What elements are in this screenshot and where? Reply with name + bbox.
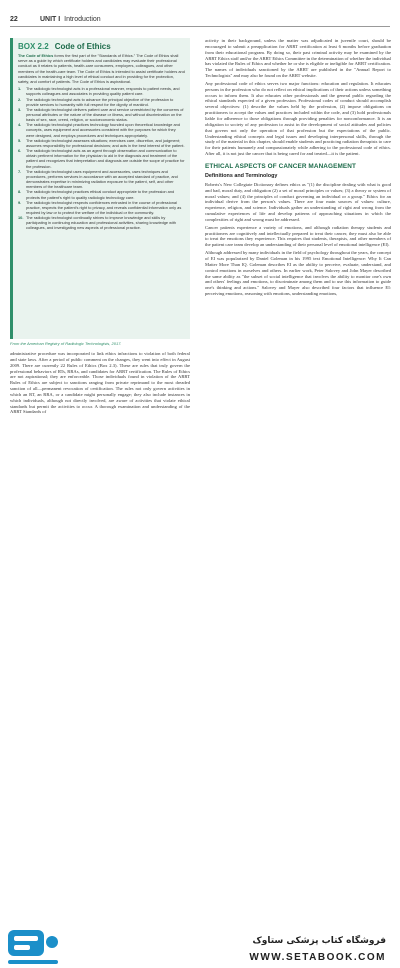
paragraph-code-functions: Any professional code of ethics serves two major functions: education and regulation. It educates persons in the profession who do not reflect on ethical implications of their actions unless something occurs to inform them. It also educates other professionals and the general public regarding the ethical standards expected of a given profession. Professional codes of conduct should accomplish several objectives: (1) describe the values held by the profession, (2) impose obligations on practitioners to accept the values and practices included within the code, and (3) hold professionals liable for adherence to those obligations through providing penalties for nonconformance. It is an obligation to society of any profession to assist in the development of social attitudes and policies that govern not only the operation of that profession but the expectations of the public. Understanding ethical concepts and legal issues and developing interpersonal skills, through the study of the material in this chapter, should enable students and practicing radiation therapists to care for their patients humanely and compassionately while adhering to the professional code of ethics. After all, it is not just the cancer that is being cared for and treated—it is the patient. [205,80,391,157]
principle-number: 7. [18,168,22,174]
header-rule [10,26,390,27]
left-body-text: administrative procedure was incorporated to link ethics infractions to violation of both federal and state laws. After a period of public comment on the changes, they went into effect in August 2009. There are currently 22 Rules of Ethics (Box 2.3). These are rules that truly govern the professional behaviors of RTs, RRAs, and candidates for ARRT certification. The Rules of Ethics are not aspirational; they are enforceable. Those individuals found in violation of the ARRT Rules of Ethics are subject to sanctions ranging from private reprimand to the most dreaded sanction of all—permanent revocation of certification. The rules not only govern activities in which an RT, an RRA, or a candidate might personally engage; they also include instances in which individuals, although not directly involved, are aware of activities that violate ethical standards but permit the activities to occur. A thorough examination and understanding of the ARRT Standards of [10,351,190,415]
principle-text: The radiologic technologist continually strives to improve knowledge and skills by participating in continuing education and professional activities, sharing knowledge with colleagues, and investigating new aspects of professional practice. [26,215,177,231]
principle-item [18,200,185,215]
principle-item [18,107,185,122]
principle-number: 9. [18,199,22,205]
principle-number: 10. [18,215,24,221]
unit-label: UNIT I [40,16,61,23]
principle-number: 2. [18,96,22,102]
principle-text: The radiologic technologist acts to advance the principal objective of the profession to provide services to humanity with full respect for the dignity of mankind. [26,96,174,107]
box-intro-bold: The Code of Ethics [18,53,54,58]
box-title: Code of Ethics [54,42,111,51]
principle-number: 4. [18,122,22,128]
box-intro-text: forms the first part of the "Standards of Ethics." The Code of Ethics shall serve as a guide by which certificate holders and candidates may evaluate their professional conduct as it relates to patients, health-care consumers, employers, colleagues, and other members of the health-care team. The Code of Ethics is intended to assist certificate holders and candidates in maintaining a high level of ethical conduct and in providing for the protection, safety, and comfort of patients. The Code of Ethics is aspirational. [18,53,185,85]
page-number: 22 [10,16,18,23]
right-column [205,38,391,299]
principle-item [18,189,185,199]
box-intro [18,53,185,84]
section-heading: ETHICAL ASPECTS OF CANCER MANAGEMENT [205,162,356,170]
principle-item [18,97,185,107]
store-name-persian: فروشگاه کتاب پزشکی ستاوک [252,936,386,946]
store-url[interactable]: WWW.SETABOOK.COM [249,952,386,963]
paragraph-ethics-definition: Roberts's New Collegiate Dictionary defines ethics as "(1) the discipline dealing with what is good and bad, moral duty, and obligation (2) a set of moral principles or values; (3) a theory or system of moral values; and (4) the principles of conduct governing an individual or a group." Ethics for an individual derive from the person's values. There are four main sources of values: culture, experience, religion, and science. Individuals gather an understanding of right and wrong from the cumulative experiences of life and develop patterns of approaching situations in which the complexities of right and wrong must be addressed. [205,181,391,222]
subheading: Definitions and Terminology [205,172,278,179]
paragraph-preapplication: activity in their background, unless the matter was adjudicated in juvenile court, should be encouraged to submit a preapplication for ARRT certification at least 6 months before graduation from their educational program. By doing so, their past criminal activity may be examined by the ARRT Ethics staff and/or the ARRT Ethics Committee in the determination of whether the individual has violated the Rules of Ethics and whether he or she is eligible or ineligible for ARRT certification. The names of individuals sanctioned by the ARRT are published in the "Annual Report to Technologists" and may also be found on the ARRT website. [205,38,391,79]
principles-list [18,86,185,230]
principle-item [18,138,185,148]
left-column [10,38,190,415]
principle-text: The radiologic technologist practices ethical conduct appropriate to the profession and protects the patient's right to quality radiologic technology care. [26,189,175,200]
principle-item [18,122,185,137]
principle-item [18,169,185,190]
paragraph-cancer-emotions: Cancer patients experience a variety of emotions, and although radiation therapy students and practitioners are cognitively and intellectually prepared to treat their cancer, they must also be able to treat the emotions they experience. This requires that students, therapists, and other members of the patient care team develop an understanding of their personal level of emotional intelligence (EI). [205,224,391,248]
principle-item [18,215,185,230]
unit-heading [40,16,101,23]
box-source: From the American Registry of Radiologic Technologists, 2017. [10,341,122,346]
principle-text: The radiologic technologist delivers patient care and service unrestricted by the concerns of personal attributes or the nature of the disease or illness, and without discrimination on the basis of sex, race, creed, religion, or socioeconomic status. [26,106,184,123]
principle-item [18,86,185,96]
principle-number: 6. [18,148,22,154]
principle-text: The radiologic technologist assesses situations; exercises care, discretion, and judgment; assumes responsibility for professional decisions; and acts in the best interest of the patient. [26,137,185,148]
principle-text: The radiologic technologist practices technology founded upon theoretical knowledge and concepts, uses equipment and accessories consistent with the purposes for which they were designed, and employs procedures and techniques appropriately. [26,122,180,138]
code-of-ethics-box [10,38,190,339]
watermark-banner [0,462,400,963]
principle-number: 1. [18,86,22,92]
setabook-logo [6,924,62,968]
page-header [0,0,400,30]
principle-number: 3. [18,106,22,112]
principle-number: 5. [18,137,22,143]
principle-text: The radiologic technologist uses equipment and accessories, uses techniques and procedures, performs services in accordance with an accepted standard of practice, and demonstrates expertise in minimizing radiation exposure to the patient, self, and other members of the healthcare team. [26,168,178,190]
principle-item [18,148,185,169]
unit-title: Introduction [64,16,101,23]
principle-text: The radiologic technologist acts in a professional manner, responds to patient needs, and supports colleagues and associates in providing quality patient care. [26,86,180,97]
principle-text: The radiologic technologist respects confidences entrusted in the course of professional practice, respects the patient's right to privacy, and reveals confidential information only as required by law or to protect the welfare of the individual or the community. [26,199,182,215]
principle-number: 8. [18,189,22,195]
paragraph-emotional-intelligence: Although addressed by many individuals in the field of psychology throughout the years, the concept of EI was popularized by Daniel Goleman in his 1995 text Emotional Intelligence: Why It Can Matter More Than IQ. Goleman describes EI as the ability to perceive, evaluate, understand, and control emotions in ourselves and others. In earlier work, Peter Salovey and John Mayer described the same ability as "the subset of social intelligence that involves the ability to monitor one's own and others' feelings and emotions, to discriminate among them and to use this information to guide one's thinking and actions." Salovey and Mayer also described four factors that influence EI: perceiving emotions, reasoning with emotions, understanding emotions, [205,250,391,297]
box-label: BOX 2.2 [18,42,49,51]
principle-text: The radiologic technologist acts as an agent through observation and communication to obtain pertinent information for the physician to aid in the diagnosis and treatment of the patient and recognizes that interpretation and diagnosis are outside the scope of practice for the profession. [26,148,185,169]
box-heading [18,42,185,51]
